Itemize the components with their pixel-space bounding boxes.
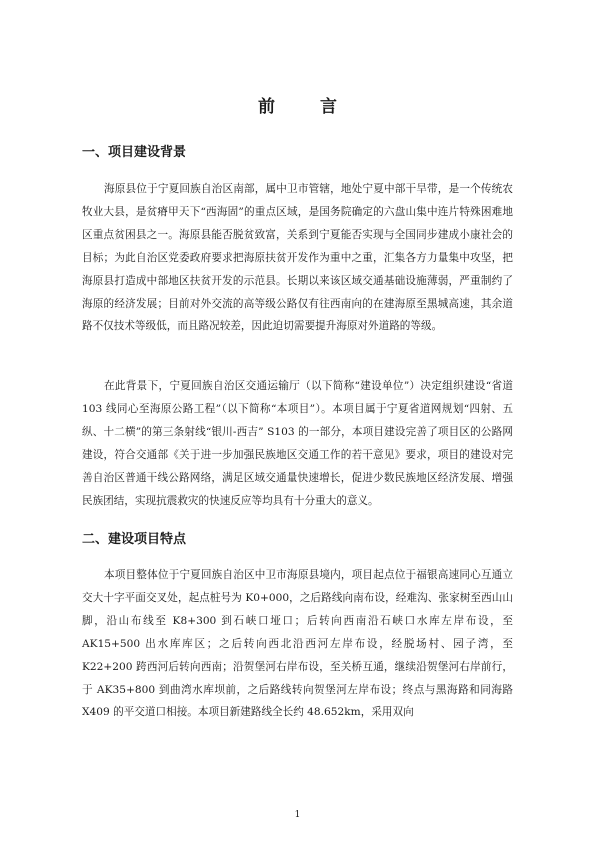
paragraph-features-1: 本项目整体位于宁夏回族自治区中卫市海原县境内，项目起点位于福银高速同心互通立交大十字平面交叉处，起点桩号为 K0+000，之后路线向南布设，经难沟、张家树至西山山脚，沿山布线至 K8+300 到石峡口垭口；后转向西南沿石峡口水库左岸布设，至 AK15+500 出水库库区；之后转向西北沿西河左岸布设，经脱场村、园子湾，至 K22+200 跨西河后转向西南；沿贺堡河右岸布设，至关桥互通，继续沿贺堡河右岸前行，于 AK35+800 到曲湾水库坝前，之后路线转向贺堡河左岸布设；终点与黑海路和同海路 X409 的平交道口相接。本项目新建路线全长约 48.652km，采用双向 — [82, 569, 513, 719]
section-heading-background: 一、项目建设背景 — [82, 145, 187, 160]
page-number: 1 — [294, 810, 301, 820]
page-title: 前 言 — [258, 97, 351, 117]
section-heading-features: 二、建设项目特点 — [82, 532, 187, 547]
paragraph-background-2: 在此背景下，宁夏回族自治区交通运输厅（以下简称“建设单位”）决定组织建设“省道 103 线同心至海原公路工程”（以下简称“本项目”）。本项目属于宁夏省道网规划“四射、五纵、十二横”的第三条射线“银川-西吉” S103 的一部分，本项目建设完善了项目区的公路网建设，符合交通部《关于进一步加强民族地区交通工作的若干意见》要求，项目的建设对完善自治区普通干线公路网络，满足区域交通量快速增长，促进少数民族地区经济发展、增强民族团结，实现抗震救灾的快速反应等均具有十分重大的意义。 — [82, 380, 513, 507]
paragraph-background-1: 海原县位于宁夏回族自治区南部，属中卫市管辖，地处宁夏中部干旱带，是一个传统农牧业大县，是贫瘠甲天下“西海固”的重点区域，是国务院确定的六盘山集中连片特殊困难地区重点贫困县之一。海原县能否脱贫致富，关系到宁夏能否实现与全国同步建成小康社会的目标；为此自治区党委政府要求把海原扶贫开发作为重中之重，汇集各方力量集中攻坚，把海原县打造成中部地区扶贫开发的示范县。长期以来该区域交通基础设施薄弱，严重制约了海原的经济发展；目前对外交流的高等级公路仅有往西南向的在建海原至黑城高速，其余道路不仅技术等级低，而且路况较差，因此迫切需要提升海原对外道路的等级。 — [82, 183, 513, 333]
